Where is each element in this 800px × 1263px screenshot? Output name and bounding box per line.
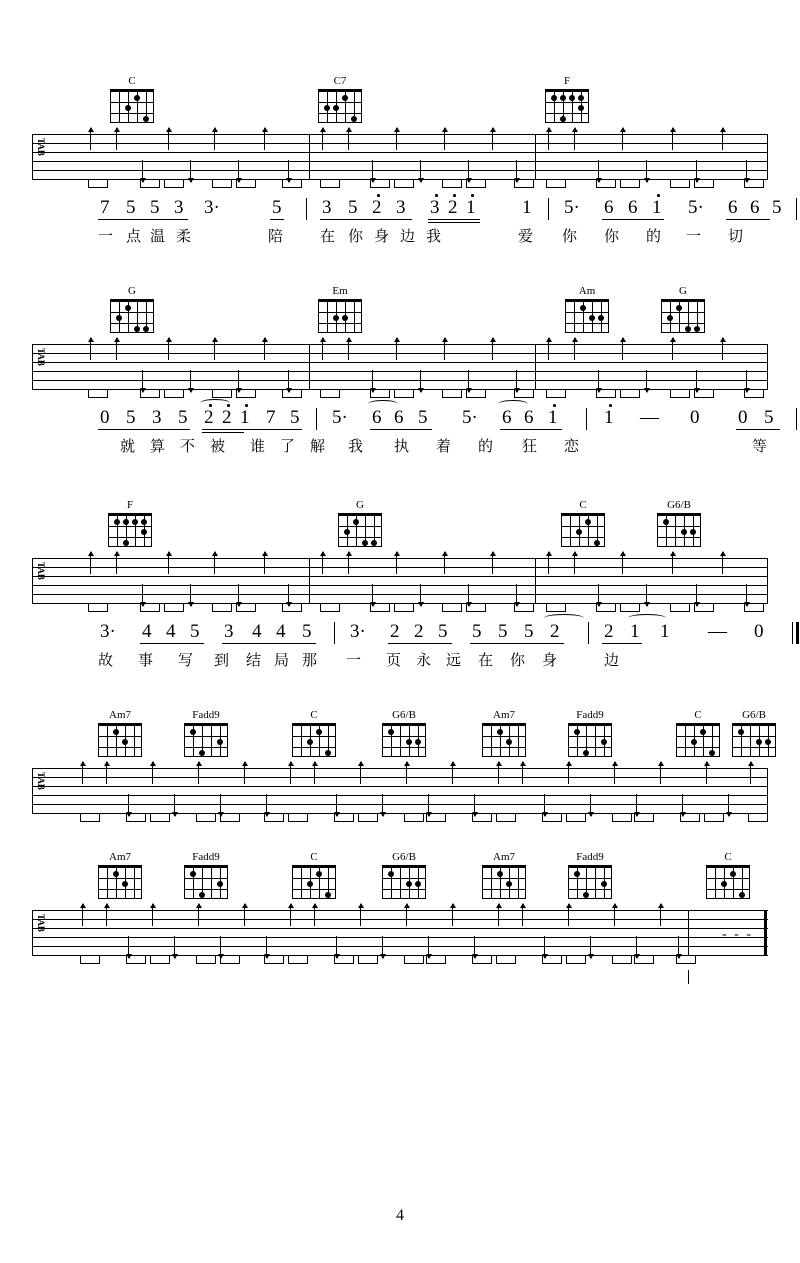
chord-grid (98, 723, 142, 757)
chord-diagram (316, 76, 364, 123)
note: 0 (754, 621, 764, 642)
note: 5 (524, 621, 534, 642)
chord-grid (98, 865, 142, 899)
chord-name: C (579, 499, 587, 511)
note: 4 (166, 621, 176, 642)
note: 1 (660, 621, 670, 642)
lyric: 在 (478, 651, 494, 669)
tab-clef-label: TAB (36, 562, 46, 580)
note: 3· (204, 197, 220, 218)
lyric: 的 (646, 227, 662, 245)
lyric: 谁 (250, 437, 266, 455)
lyric: 就 (120, 437, 136, 455)
chord-grid (661, 299, 705, 333)
note: 2 (222, 407, 232, 428)
chord-diagram (182, 852, 230, 899)
note: 5 (126, 407, 136, 428)
note: 3 (322, 197, 332, 218)
note: 2 (550, 621, 560, 642)
chord-diagram (704, 852, 752, 899)
chord-diagram (380, 710, 428, 757)
note: 3 (152, 407, 162, 428)
note: 5 (472, 621, 482, 642)
chord-name: Fadd9 (576, 851, 604, 863)
note: 5 (348, 197, 358, 218)
note: 7 (266, 407, 276, 428)
chord-diagram (730, 710, 778, 757)
chord-grid (108, 513, 152, 547)
chord-name: C (694, 709, 702, 721)
chord-name: Am (578, 285, 596, 297)
lyric: 爱 (518, 227, 534, 245)
note: 3· (100, 621, 116, 642)
note: 2 (204, 407, 214, 428)
note: 3 (396, 197, 406, 218)
chord-name: F (126, 499, 134, 511)
note: 3 (224, 621, 234, 642)
chord-diagram (659, 286, 707, 333)
note: 5 (498, 621, 508, 642)
note: 1 (630, 621, 640, 642)
sheet-area (14, 14, 786, 1249)
lyric: 柔 (176, 227, 192, 245)
chord-diagram (290, 710, 338, 757)
note: 6 (394, 407, 404, 428)
note: 5 (290, 407, 300, 428)
note: 5 (150, 197, 160, 218)
chord-name: G6/B (392, 851, 416, 863)
note: 0 (690, 407, 700, 428)
note: 6 (750, 197, 760, 218)
lyric: 解 (310, 437, 326, 455)
chord-diagram (674, 710, 722, 757)
note: 2 (414, 621, 424, 642)
lyric: 你 (604, 227, 620, 245)
tab-clef-label: TAB (36, 138, 46, 156)
chord-name: F (563, 75, 571, 87)
note: 2 (390, 621, 400, 642)
chord-diagram (563, 286, 611, 333)
chord-name: Em (332, 285, 348, 297)
chord-diagram (316, 286, 364, 333)
chord-name: C (128, 75, 136, 87)
lyric: 的 (478, 437, 494, 455)
chord-grid (482, 723, 526, 757)
note: 6 (502, 407, 512, 428)
lyric: 点 (126, 227, 142, 245)
lyric: 那 (302, 651, 318, 669)
note: 5 (772, 197, 782, 218)
chord-diagram (559, 500, 607, 547)
lyric: 算 (150, 437, 166, 455)
lyric: 远 (446, 651, 462, 669)
note: 3 (430, 197, 440, 218)
note: 5 (302, 621, 312, 642)
chord-grid (292, 865, 336, 899)
chord-grid (292, 723, 336, 757)
lyric: 被 (210, 437, 226, 455)
chord-name: G6/B (392, 709, 416, 721)
note: 5· (688, 197, 704, 218)
note: 1 (522, 197, 532, 218)
note: 3· (350, 621, 366, 642)
numbered-notation-row (32, 622, 768, 648)
chord-grid (482, 865, 526, 899)
note: 4 (276, 621, 286, 642)
lyric: 我 (348, 437, 364, 455)
lyric: 身 (374, 227, 390, 245)
chord-diagram (182, 710, 230, 757)
note: 6 (604, 197, 614, 218)
lyric: 执 (394, 437, 410, 455)
chord-grid (110, 299, 154, 333)
note: 1 (652, 197, 662, 218)
lyric: 恋 (564, 437, 580, 455)
lyric: 写 (178, 651, 194, 669)
lyric: 等 (752, 437, 768, 455)
note: 2 (448, 197, 458, 218)
lyric: 到 (214, 651, 230, 669)
chord-grid (657, 513, 701, 547)
note: 1 (240, 407, 250, 428)
lyric: 边 (604, 651, 620, 669)
lyric: 你 (562, 227, 578, 245)
chord-grid (706, 865, 750, 899)
lyric: 永 (416, 651, 432, 669)
chord-diagram (566, 710, 614, 757)
chord-name: Fadd9 (576, 709, 604, 721)
note: 6 (628, 197, 638, 218)
note: 1 (604, 407, 614, 428)
chord-diagram (108, 286, 156, 333)
chord-diagram (106, 500, 154, 547)
chord-diagram (655, 500, 703, 547)
note: 1 (548, 407, 558, 428)
lyric: 温 (150, 227, 166, 245)
lyric: 你 (348, 227, 364, 245)
note: 5 (190, 621, 200, 642)
chord-name: Am7 (493, 709, 515, 721)
lyric: 着 (436, 437, 452, 455)
chord-name: G6/B (667, 499, 691, 511)
note: 2 (604, 621, 614, 642)
chord-grid (676, 723, 720, 757)
lyric: 不 (180, 437, 196, 455)
note: 3 (174, 197, 184, 218)
lyric: 事 (138, 651, 154, 669)
chord-name: Am7 (109, 851, 131, 863)
note: 2 (372, 197, 382, 218)
chord-diagram (96, 852, 144, 899)
lyrics-row (32, 652, 768, 676)
lyric: 页 (386, 651, 402, 669)
tab-staff (32, 134, 768, 180)
chord-name: C7 (333, 75, 347, 87)
tab-clef-label: TAB (36, 348, 46, 366)
lyric: 了 (280, 437, 296, 455)
chord-grid (184, 723, 228, 757)
chord-name: C (310, 709, 318, 721)
lyric: 我 (426, 227, 442, 245)
note: 6 (728, 197, 738, 218)
chord-grid (382, 723, 426, 757)
chord-grid (568, 865, 612, 899)
note: 5 (418, 407, 428, 428)
chord-grid (338, 513, 382, 547)
note: 6 (524, 407, 534, 428)
chord-grid (545, 89, 589, 123)
note: 5 (178, 407, 188, 428)
chord-name: G (679, 285, 687, 297)
tab-staff (32, 910, 768, 956)
lyric: 边 (400, 227, 416, 245)
chord-name: G6/B (742, 709, 766, 721)
note: 6 (372, 407, 382, 428)
note: 0 (738, 407, 748, 428)
note: 5· (332, 407, 348, 428)
lyric: 在 (320, 227, 336, 245)
lyric: 一 (98, 227, 114, 245)
chord-name: C (724, 851, 732, 863)
chord-diagram (290, 852, 338, 899)
tab-staff (32, 768, 768, 814)
chord-grid (568, 723, 612, 757)
chord-grid (184, 865, 228, 899)
lyric: 陪 (268, 227, 284, 245)
tab-clef-label: TAB (36, 914, 46, 932)
chord-diagram (543, 76, 591, 123)
note: 4 (252, 621, 262, 642)
chord-grid (110, 89, 154, 123)
numbered-notation-row (32, 197, 782, 224)
note: — (708, 621, 727, 642)
chord-diagram (336, 500, 384, 547)
note: 5· (564, 197, 580, 218)
lyric: 一 (346, 651, 362, 669)
chord-diagram (480, 852, 528, 899)
chord-grid (382, 865, 426, 899)
note: 5 (764, 407, 774, 428)
note: 1 (466, 197, 476, 218)
tab-staff (32, 558, 768, 604)
note: 0 (100, 407, 110, 428)
chord-grid (561, 513, 605, 547)
lyric: 你 (510, 651, 526, 669)
tab-rest-dashes: - - - (722, 927, 753, 942)
lyric: 切 (728, 227, 744, 245)
chord-name: Fadd9 (192, 851, 220, 863)
page-number: 4 (396, 1207, 404, 1224)
numbered-notation-row (32, 407, 774, 434)
lyric: 局 (274, 651, 290, 669)
lyric: 故 (98, 651, 114, 669)
chord-name: C (310, 851, 318, 863)
chord-name: Fadd9 (192, 709, 220, 721)
chord-grid (565, 299, 609, 333)
numbered-notation-row (32, 970, 768, 996)
chord-diagram (108, 76, 156, 123)
lyric: 结 (246, 651, 262, 669)
chord-diagram (480, 710, 528, 757)
chord-name: G (356, 499, 364, 511)
chord-grid (732, 723, 776, 757)
note: 7 (100, 197, 110, 218)
note: 5· (462, 407, 478, 428)
lyric: 一 (686, 227, 702, 245)
chord-diagram (96, 710, 144, 757)
note: 4 (142, 621, 152, 642)
chord-diagram (380, 852, 428, 899)
lyrics-row (32, 228, 768, 252)
chord-diagram (566, 852, 614, 899)
note: 5 (438, 621, 448, 642)
lyric: 身 (542, 651, 558, 669)
chord-name: G (128, 285, 136, 297)
chord-name: Am7 (109, 709, 131, 721)
chord-grid (318, 299, 362, 333)
note: — (640, 407, 659, 428)
chord-grid (318, 89, 362, 123)
note: 5 (126, 197, 136, 218)
note: 5 (272, 197, 282, 218)
lyrics-row (32, 438, 768, 462)
tab-staff (32, 344, 768, 390)
tab-clef-label: TAB (36, 772, 46, 790)
chord-name: Am7 (493, 851, 515, 863)
lyric: 狂 (522, 437, 538, 455)
